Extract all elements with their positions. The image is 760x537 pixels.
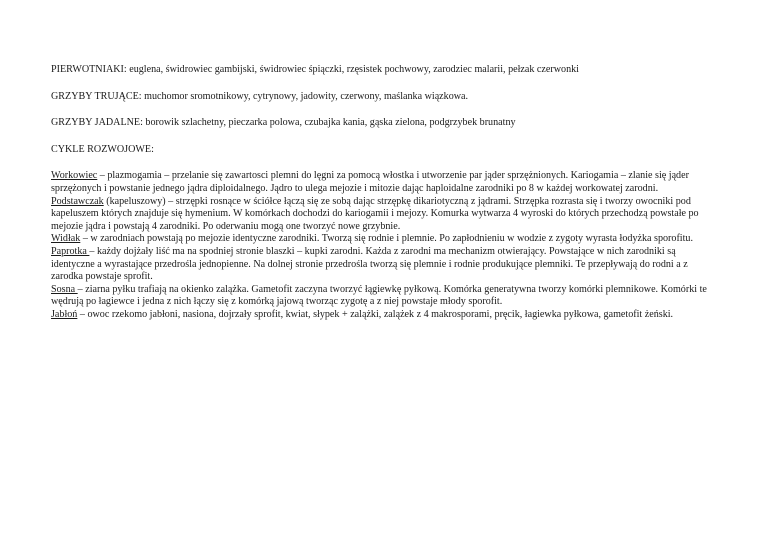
entry-text: – owoc rzekomo jabłoni, nasiona, dojrzały sprofit, kwiat, słypek + zalążki, zalążek z 4 makrosporami, pręcik, łagiewka pyłkowa, gametofit żeński. <box>77 308 674 320</box>
entry-widlak <box>51 233 711 246</box>
spacer <box>51 77 711 91</box>
section-grzyby-jadalne: GRZYBY JADALNE: borowik szlachetny, pieczarka polowa, czubajka kania, gąska zielona, podgrzybek brunatny <box>51 117 516 129</box>
section-cykle-rozwojowe: CYKLE ROZWOJOWE: <box>51 143 154 155</box>
entry-term: Sosna <box>51 283 78 295</box>
entry-term: Widłak <box>51 233 81 245</box>
entry-text: (kapeluszowy) – strzępki rosnące w ściółce łączą się ze sobą dając strzępkę dikariotyczną z jądrami. Strzępka rozrasta się i tworzy owocniki pod kapeluszem których znajduje się hymenium. W komórkach dochodzi do kariogamii i mejozy. Komurka wytwarza 4 wyroski do których przechodzą powstałe po mejozie jądra i powstają 4 zarodniki. Po oderwaniu mogą one tworzyć nowe grzybnie. <box>51 195 699 232</box>
entry-term: Workowiec <box>51 170 98 182</box>
spacer <box>51 130 711 144</box>
entry-jablon <box>51 309 711 322</box>
spacer <box>51 156 711 170</box>
section-grzyby-trujace: GRZYBY TRUJĄCE: muchomor sromotnikowy, cytrynowy, jadowity, czerwony, maślanka wiązkowa. <box>51 90 469 102</box>
entry-term: Podstawczak <box>51 195 104 207</box>
entry-text: – ziarna pyłku trafiają na okienko zalążka. Gametofit zaczyna tworzyć łągiewkę pyłkową. Komórka generatywna tworzy komórki plemnikowe. Komórki te wędrują po łagiewce i jedna z nich łączy się z komórką jajową tworząc zygotę a z niej powstaje młody sporofit. <box>51 283 707 308</box>
entry-workowiec <box>51 170 711 195</box>
entry-sosna <box>51 284 711 309</box>
section-pierwotniaki: PIERWOTNIAKI: euglena, świdrowiec gambijski, świdrowiec śpiączki, rzęsistek pochwowy, zarodziec malarii, pełzak czerwonki <box>51 64 579 75</box>
entry-podstawczak <box>51 196 711 234</box>
entry-text: – każdy dojżały liść ma na spodniej stronie blaszki – kupki zarodni. Każda z zarodni ma mechanizm otwierający. Powstające w nich zarodniki są identyczne a wyrastające przedrośla jednopienne. Na dolnej stronie przedrośla tworzą się plemnie i rodnie produkujące plemniki. Te przepływają do rodni a z zarodka powstaje sprofit. <box>51 245 688 283</box>
entry-term: Paprotka <box>51 245 90 257</box>
entry-term: Jabłoń <box>51 308 78 320</box>
entry-text: – plazmogamia – przelanie się zawartosci plemni do lęgni za pomocą włostka i utworzenie par jąder sprzężnionych. Kariogamia – zlanie się jąder sprzężonych i powstanie jednego jądra diploidalnego. Jądro to ulega mejozie i mitozie dając haploidalne zarodniki po 8 w każdej workowatej zarodni. <box>51 170 689 194</box>
entry-text: – w zarodniach powstają po mejozie identyczne zarodniki. Tworzą się rodnie i plemnie. Po zapłodnieniu w wodzie z zygoty wyrasta łodyżka sporofitu. <box>80 233 693 245</box>
document-body <box>51 64 711 322</box>
entry-paprotka <box>51 246 711 284</box>
spacer <box>51 103 711 117</box>
